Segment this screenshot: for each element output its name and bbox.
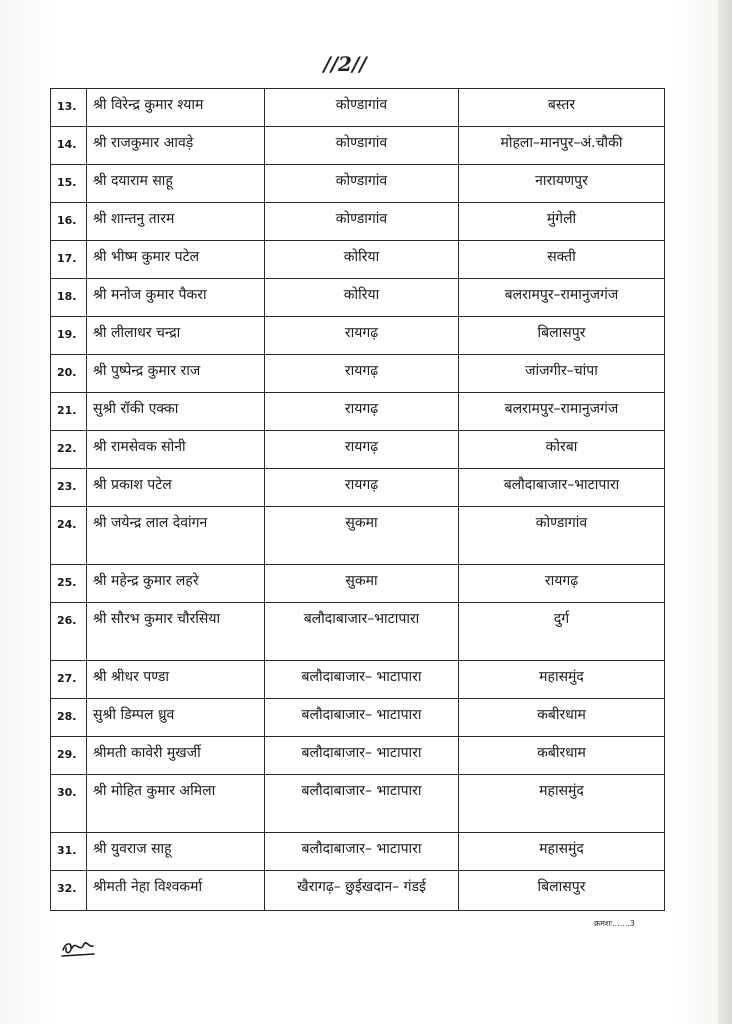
serial-number-cell: 24. <box>51 507 87 565</box>
serial-number-cell: 32. <box>51 871 87 911</box>
current-posting-cell: कोण्डागांव <box>265 165 459 203</box>
table-row <box>51 661 665 699</box>
employee-name-cell: श्री जयेन्द्र लाल देवांगन <box>87 507 265 565</box>
serial-number-cell: 16. <box>51 203 87 241</box>
serial-number-cell: 22. <box>51 431 87 469</box>
employee-name-cell: श्री राजकुमार आवड़े <box>87 127 265 165</box>
new-posting-cell: बस्तर <box>459 89 665 127</box>
serial-number-cell: 25. <box>51 565 87 603</box>
employee-name-cell: श्री प्रकाश पटेल <box>87 469 265 507</box>
current-posting-cell: कोण्डागांव <box>265 203 459 241</box>
new-posting-cell: मोहला–मानपुर–अं.चौकी <box>459 127 665 165</box>
current-posting-cell: सुकमा <box>265 565 459 603</box>
serial-number-cell: 27. <box>51 661 87 699</box>
employee-name-cell: श्री रामसेवक सोनी <box>87 431 265 469</box>
employee-name-cell: श्री पुष्पेन्द्र कुमार राज <box>87 355 265 393</box>
employee-name-cell: सुश्री डिम्पल ध्रुव <box>87 699 265 737</box>
table-row <box>51 127 665 165</box>
new-posting-cell: बलौदाबाजार–भाटापारा <box>459 469 665 507</box>
current-posting-cell: रायगढ़ <box>265 317 459 355</box>
current-posting-cell: कोण्डागांव <box>265 127 459 165</box>
new-posting-cell: बलरामपुर–रामानुजगंज <box>459 279 665 317</box>
table-row <box>51 603 665 661</box>
table-row <box>51 241 665 279</box>
transfer-table <box>50 88 665 911</box>
table-row <box>51 317 665 355</box>
employee-name-cell: श्री सौरभ कुमार चौरसिया <box>87 603 265 661</box>
employee-name-cell: श्री श्रीधर पण्डा <box>87 661 265 699</box>
employee-name-cell: श्री लीलाधर चन्द्रा <box>87 317 265 355</box>
new-posting-cell: जांजगीर–चांपा <box>459 355 665 393</box>
serial-number-cell: 31. <box>51 833 87 871</box>
serial-number-cell: 14. <box>51 127 87 165</box>
current-posting-cell: कोण्डागांव <box>265 89 459 127</box>
employee-name-cell: श्री मोहित कुमार अमिला <box>87 775 265 833</box>
new-posting-cell: सक्ती <box>459 241 665 279</box>
serial-number-cell: 19. <box>51 317 87 355</box>
continued-note: क्रमशः.......3 <box>594 919 635 928</box>
serial-number-cell: 17. <box>51 241 87 279</box>
new-posting-cell: महासमुंद <box>459 661 665 699</box>
employee-name-cell: श्रीमती नेहा विश्वकर्मा <box>87 871 265 911</box>
new-posting-cell: बलरामपुर–रामानुजगंज <box>459 393 665 431</box>
new-posting-cell: बिलासपुर <box>459 317 665 355</box>
table-row <box>51 355 665 393</box>
table-row <box>51 871 665 911</box>
table-row <box>51 469 665 507</box>
employee-name-cell: श्री विरेन्द्र कुमार श्याम <box>87 89 265 127</box>
table-row <box>51 279 665 317</box>
table-row <box>51 565 665 603</box>
initials-signature <box>60 934 96 960</box>
table-row <box>51 393 665 431</box>
current-posting-cell: कोरिया <box>265 279 459 317</box>
current-posting-cell: बलौदाबाजार– भाटापारा <box>265 775 459 833</box>
current-posting-cell: रायगढ़ <box>265 431 459 469</box>
new-posting-cell: मुंगेली <box>459 203 665 241</box>
table-row <box>51 737 665 775</box>
current-posting-cell: बलौदाबाजार– भाटापारा <box>265 699 459 737</box>
serial-number-cell: 15. <box>51 165 87 203</box>
new-posting-cell: नारायणपुर <box>459 165 665 203</box>
table-row <box>51 699 665 737</box>
serial-number-cell: 30. <box>51 775 87 833</box>
serial-number-cell: 26. <box>51 603 87 661</box>
new-posting-cell: महासमुंद <box>459 775 665 833</box>
new-posting-cell: रायगढ़ <box>459 565 665 603</box>
new-posting-cell: बिलासपुर <box>459 871 665 911</box>
serial-number-cell: 29. <box>51 737 87 775</box>
current-posting-cell: बलौदाबाजार– भाटापारा <box>265 661 459 699</box>
serial-number-cell: 20. <box>51 355 87 393</box>
new-posting-cell: कोण्डागांव <box>459 507 665 565</box>
employee-name-cell: श्री दयाराम साहू <box>87 165 265 203</box>
table-row <box>51 165 665 203</box>
new-posting-cell: दुर्ग <box>459 603 665 661</box>
employee-name-cell: श्री मनोज कुमार पैकरा <box>87 279 265 317</box>
employee-name-cell: सुश्री रॉकी एक्का <box>87 393 265 431</box>
employee-name-cell: श्री भीष्म कुमार पटेल <box>87 241 265 279</box>
new-posting-cell: कोरबा <box>459 431 665 469</box>
table-row <box>51 833 665 871</box>
current-posting-cell: रायगढ़ <box>265 469 459 507</box>
new-posting-cell: कबीरधाम <box>459 737 665 775</box>
current-posting-cell: बलौदाबाजार– भाटापारा <box>265 737 459 775</box>
new-posting-cell: कबीरधाम <box>459 699 665 737</box>
table-row <box>51 89 665 127</box>
page-edge-shadow <box>718 0 732 1024</box>
page-number: //2// <box>323 52 367 76</box>
current-posting-cell: सुकमा <box>265 507 459 565</box>
serial-number-cell: 13. <box>51 89 87 127</box>
table-body <box>51 89 665 911</box>
table-row <box>51 431 665 469</box>
current-posting-cell: खैरागढ़– छुईखदान– गंडई <box>265 871 459 911</box>
current-posting-cell: बलौदाबाजार–भाटापारा <box>265 603 459 661</box>
serial-number-cell: 21. <box>51 393 87 431</box>
table-row <box>51 507 665 565</box>
current-posting-cell: बलौदाबाजार– भाटापारा <box>265 833 459 871</box>
employee-name-cell: श्री युवराज साहू <box>87 833 265 871</box>
current-posting-cell: रायगढ़ <box>265 393 459 431</box>
serial-number-cell: 18. <box>51 279 87 317</box>
current-posting-cell: कोरिया <box>265 241 459 279</box>
current-posting-cell: रायगढ़ <box>265 355 459 393</box>
employee-name-cell: श्री शान्तनु तारम <box>87 203 265 241</box>
table-row <box>51 203 665 241</box>
serial-number-cell: 23. <box>51 469 87 507</box>
employee-name-cell: श्रीमती कावेरी मुखर्जी <box>87 737 265 775</box>
employee-name-cell: श्री महेन्द्र कुमार लहरे <box>87 565 265 603</box>
serial-number-cell: 28. <box>51 699 87 737</box>
new-posting-cell: महासमुंद <box>459 833 665 871</box>
table-row <box>51 775 665 833</box>
